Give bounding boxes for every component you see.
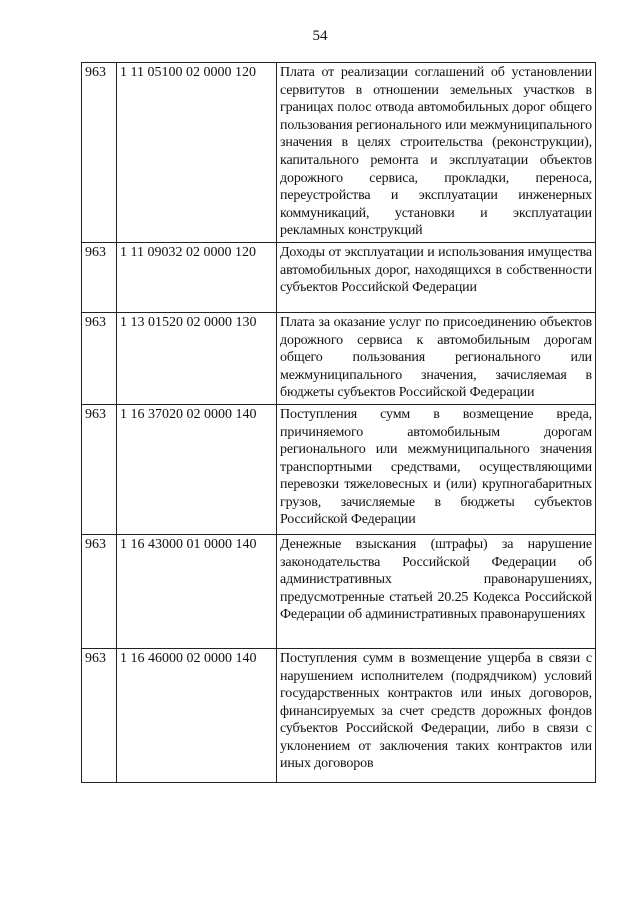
budget-code-cell: 1 16 46000 02 0000 140 [117,648,277,782]
budget-code-cell: 1 16 37020 02 0000 140 [117,404,277,534]
table-row [82,404,596,534]
table-row [82,63,596,243]
admin-code-cell: 963 [82,648,117,782]
admin-code-cell: 963 [82,63,117,243]
admin-code-cell: 963 [82,242,117,312]
table-row [82,312,596,404]
admin-code-cell: 963 [82,534,117,648]
table-row [82,534,596,648]
admin-code-cell: 963 [82,312,117,404]
revenue-description-cell: Плата за оказание услуг по присоединению объектов дорожного сервиса к автомобильным дорогам общего пользования регионального или межмуниципального значения, зачисляемая в бюджеты субъектов Российской Федерации [277,312,596,404]
budget-code-cell: 1 16 43000 01 0000 140 [117,534,277,648]
budget-code-cell: 1 13 01520 02 0000 130 [117,312,277,404]
budget-code-cell: 1 11 05100 02 0000 120 [117,63,277,243]
revenue-description-cell: Поступления сумм в возмещение ущерба в связи с нарушением исполнителем (подрядчиком) условий государственных контрактов или иных договоров, финансируемых за счет средств дорожных фондов субъектов Российской Федерации, либо в связи с уклонением от заключения таких контрактов или иных договоров [277,648,596,782]
page-number: 54 [312,28,328,44]
budget-code-cell: 1 11 09032 02 0000 120 [117,242,277,312]
admin-code-cell: 963 [82,404,117,534]
table-row [82,648,596,782]
revenue-description-cell: Денежные взыскания (штрафы) за нарушение законодательства Российской Федерации об административных правонарушениях, предусмотренные статьей 20.25 Кодекса Российской Федерации об административных правонарушениях [277,534,596,648]
revenue-description-cell: Плата от реализации соглашений об установлении сервитутов в отношении земельных участков в границах полос отвода автомобильных дорог общего пользования регионального или межмуниципального значения в целях строительства (реконструкции), капитального ремонта и эксплуатации объектов дорожного сервиса, прокладки, переноса, переустройства и эксплуатации инженерных коммуникаций, установки и эксплуатации рекламных конструкций [277,63,596,243]
revenue-description-cell: Доходы от эксплуатации и использования имущества автомобильных дорог, находящихся в собственности субъектов Российской Федерации [277,242,596,312]
budget-revenue-table [81,62,596,783]
revenue-description-cell: Поступления сумм в возмещение вреда, причиняемого автомобильным дорогам регионального или межмуниципального значения транспортными средствами, осуществляющими перевозки тяжеловесных и (или) крупногабаритных грузов, зачисляемые в бюджеты субъектов Российской Федерации [277,404,596,534]
table-row [82,242,596,312]
